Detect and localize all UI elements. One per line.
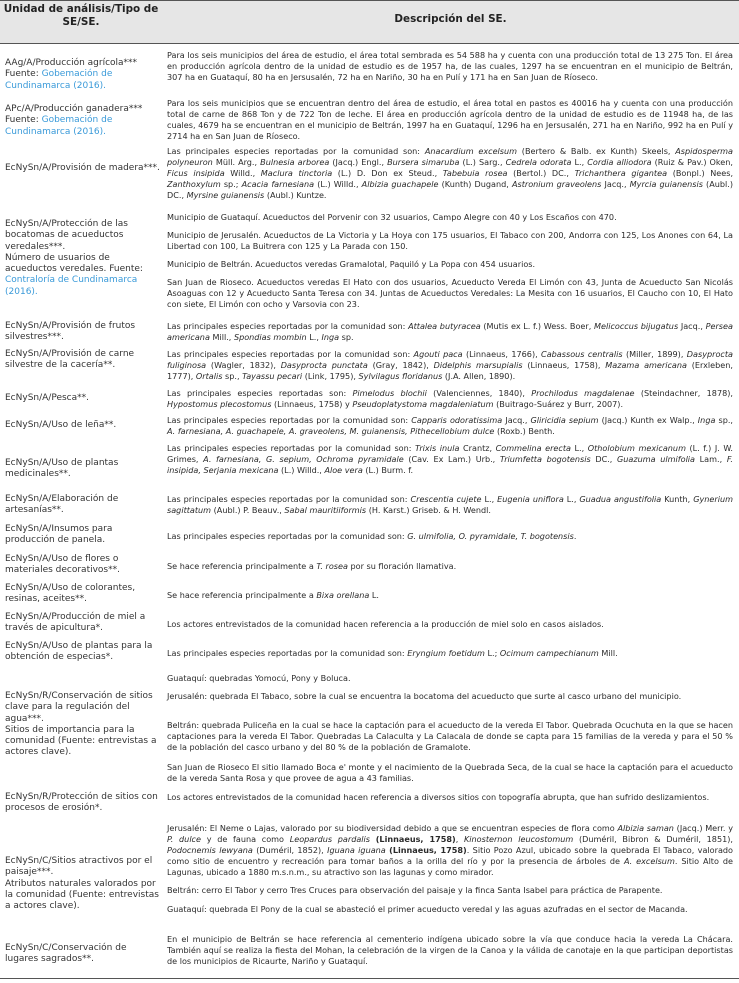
unit-extra: Número de usuarios de acueductos veredales. Fuente: <box>5 252 143 275</box>
desc-especias: Las principales especies reportadas por la comunidad son: Eryngium foetidum L.; Ocimum campechianum Mill. <box>167 648 618 658</box>
desc-agua-rioseco: San Juan de Rioseco El sitio llamado Boca e' monte y el nacimiento de la Quebrada Seca, de la cual se hace la captación para el acueducto de la vereda Santa Rosa y que provee de agua a 43 familias. <box>167 762 733 784</box>
desc-miel: Los actores entrevistados de la comunidad hacen referencia a la producción de miel solo en casos aislados. <box>167 619 604 629</box>
desc-lena: Las principales especies reportadas por la comunidad son: Capparis odoratissima Jacq., Gliricidia sepium (Jacq.) Kunth ex Walp., Inga sp., A. farnesiana, A. guachapele, A. graveolens, M. guianensis, Pithecellobium dulce (Roxb.) Benth. <box>167 415 733 437</box>
desc-flores: Se hace referencia principalmente a T. rosea por su floración llamativa. <box>167 561 457 571</box>
desc-paisaje-beltran: Beltrán: cerro El Tabor y cerro Tres Cruces para observación del paisaje y la finca Santa Isabel para práctica de Parapente. <box>167 885 663 895</box>
row-unit-ganadera <box>5 104 160 138</box>
row-unit-pesca: EcNySn/A/Pesca**. <box>5 393 89 403</box>
row-unit-miel: EcNySn/A/Producción de miel a través de apicultura*. <box>5 612 146 634</box>
desc-panela: Las principales especies reportadas por la comunidad son: G. ulmifolia, O. pyramidale, T. bogotensis. <box>167 531 577 541</box>
unit-label: AAg/A/Producción agrícola*** <box>5 58 138 68</box>
source-link[interactable]: Gobemación de Cundinamarca (2016). <box>5 69 113 91</box>
row-unit-paisaje <box>5 856 160 912</box>
unit-label: APc/A/Producción ganadera*** <box>5 104 143 114</box>
source-label: Fuente: <box>5 69 42 80</box>
desc-acueducto-guataqui: Municipio de Guataquí. Acueductos del Porvenir con 32 usuarios, Campo Alegre con 40 y Los Escaños con 470. <box>167 212 617 222</box>
unit-label: EcNySn/R/Conservación de sitios clave para la regulación del agua***. <box>5 691 153 724</box>
desc-agua-jerusalen: Jerusalén: quebrada El Tabaco, sobre la cual se encuentra la bocatoma del acueducto que surte al casco urbano del municipio. <box>167 691 682 701</box>
row-unit-agricola <box>5 58 160 92</box>
source-link[interactable]: Contraloría de Cundinamarca (2016). <box>5 275 138 297</box>
source-label: Fuente: <box>5 115 42 126</box>
row-unit-carne: EcNySn/A/Provisión de carne silvestre de la cacería**. <box>5 349 135 371</box>
row-unit-frutos: EcNySn/A/Provisión de frutos silvestres***. <box>5 321 136 343</box>
row-unit-agua <box>5 691 160 759</box>
row-unit-especias: EcNySn/A/Uso de plantas para la obtención de especias*. <box>5 641 153 663</box>
row-unit-flores: EcNySn/A/Uso de flores o materiales decorativos**. <box>5 554 120 576</box>
desc-acueducto-jerusalen: Municipio de Jerusalén. Acueductos de La Victoria y La Hoya con 175 usuarios, El Tabaco con 200, Andorra con 125, Los Anones con 64, La Libertad con 100, La Buitrera con 125 y La Parada con 150. <box>167 230 733 252</box>
desc-acueducto-beltran: Municipio de Beltrán. Acueductos veredas Gramalotal, Paquiló y La Popa con 454 usuarios. <box>167 259 536 269</box>
row-unit-panela: EcNySn/A/Insumos para producción de panela. <box>5 524 113 546</box>
row-unit-medicinales: EcNySn/A/Uso de plantas medicinales**. <box>5 458 119 480</box>
desc-paisaje-guataqui: Guataquí: quebrada El Pony de la cual se abasteció el primer acueducto veredal y las aguas azufradas en el sector de Macanda. <box>167 904 688 914</box>
source-link[interactable]: Gobemación de Cundinamarca (2016). <box>5 115 113 137</box>
row-unit-acueductos <box>5 219 160 298</box>
unit-extra: Atributos naturales valorados por la comunidad (Fuente: entrevistas a actores clave). <box>5 878 159 912</box>
header-unit: Unidad de análisis/Tipo de SE/SE. <box>3 3 159 28</box>
desc-medicinales: Las principales especies reportadas por la comunidad son: Trixis inula Crantz, Commelina erecta L., Otholobium mexicanum (L. f.) J. W. Grimes, A. farnesiana, G. sepium, Ochroma pyramidale (Cav. Ex Lam.) Urb., Triumfetta bogotensis DC., Guazuma ulmifolia Lam., F. insipida, Serjania mexicana (L.) Willd., Aloe vera (L.) Burm. f. <box>167 443 733 476</box>
desc-acueducto-rioseco: San Juan de Rioseco. Acueductos veredas El Hato con dos usuarios, Acueducto Vereda El Limón con 43, Junta de Acueducto San Nicolás Asoaguas con 12 y Acueducto Santa Teresa con 34. Juntas de Acueductos Veredales: La Mesita con 16 usuarios, El Caucho con 10, El Hato con siete, El Limón con ocho y Varsovia con 23. <box>167 277 733 310</box>
desc-pesca: Las principales especies reportadas son: Pimelodus blochii (Valenciennes, 1840), Prochilodus magdalenae (Steindachner, 1878), Hypostomus plecostomus (Linnaeus, 1758) y Pseudoplatystoma magdaleniatum (Buitrago-Suárez y Burr, 2007). <box>167 388 733 410</box>
desc-erosion: Los actores entrevistados de la comunidad hacen referencia a diversos sitios con topografía abrupta, que han sufrido deslizamientos. <box>167 792 710 802</box>
row-unit-lena: EcNySn/A/Uso de leña**. <box>5 420 117 430</box>
unit-label: EcNySn/C/Sitios atractivos por el paisaje***. <box>5 856 153 878</box>
desc-agricola: Para los seis municipios del área de estudio, el área total sembrada es 54 588 ha y cuenta con una producción total de 13 275 Ton. El área en producción agrícola dentro de la unidad de estudio es de 1957 ha, de las cuales, 1297 ha se encuentran en el municipio de Beltrán, 307 ha en Guataquí, 80 ha en Jersusalén, 72 ha en Nariño, 30 ha en Pulí y 171 ha en San Juan de Ríoseco. <box>167 50 733 83</box>
desc-madera: Las principales especies reportadas por la comunidad son: Anacardium excelsum (Bertero & Balb. ex Kunth) Skeels, Aspidosperma polyneuron Müll. Arg., Bulnesia arborea (Jacq.) Engl., Bursera simaruba (L.) Sarg., Cedrela odorata L., Cordia alliodora (Ruiz & Pav.) Oken, Ficus insipida Willd., Maclura tinctoria (L.) D. Don ex Steud., Tabebuia rosea (Bertol.) DC., Trichanthera gigantea (Bonpl.) Nees, Zanthoxylum sp.; Acacia farnesiana (L.) Willd., Albizia guachapele (Kunth) Dugand, Astronium graveolens Jacq., Myrcia guianensis (Aubl.) DC., Myrsine guianensis (Aubl.) Kuntze. <box>167 146 734 201</box>
row-unit-colorantes: EcNySn/A/Uso de colorantes, resinas, aceites**. <box>5 583 136 605</box>
row-unit-erosion: EcNySn/R/Protección de sitios con procesos de erosión*. <box>5 792 158 814</box>
table-bottom-rule <box>0 978 739 979</box>
desc-carne: Las principales especies reportadas por la comunidad son: Agouti paca (Linnaeus, 1766), Cabassous centralis (Miller, 1899), Dasyprocta fuliginosa (Wagler, 1832), Dasyprocta punctata (Gray, 1842), Didelphis marsupialis (Linnaeus, 1758), Mazama americana (Erxleben, 1777), Ortalis sp., Tayassu pecari (Link, 1795), Sylvilagus floridanus (J.A. Allen, 1890). <box>167 349 733 382</box>
desc-frutos: Las principales especies reportadas por la comunidad son: Attalea butyracea (Mutis ex L. f.) Wess. Boer, Melicoccus bijugatus Jacq., Persea americana Mill., Spondias mombin L., Inga sp. <box>167 321 733 343</box>
desc-artesanias: Las principales especies reportadas por la comunidad son: Crescentia cujete L., Eugenia uniflora L., Guadua angustifolia Kunth, Gynerium sagittatum (Aubl.) P. Beauv., Sabal mauritiiformis (H. Karst.) Griseb. & H. Wendl. <box>167 494 733 516</box>
row-unit-artesanias: EcNySn/A/Elaboración de artesanías**. <box>5 494 119 516</box>
desc-agua-guataqui: Guataquí: quebradas Yomocú, Pony y Boluca. <box>167 673 351 683</box>
unit-extra: Sitios de importancia para la comunidad (Fuente: entrevistas a actores clave). <box>5 724 157 758</box>
unit-label: EcNySn/A/Protección de las bocatomas de acueductos veredales***. <box>5 219 128 252</box>
desc-sagrados: En el municipio de Beltrán se hace referencia al cementerio indígena ubicado sobre la vía que conduce hacia la vereda La Chácara. También aquí se realiza la fiesta del Mohan, la celebración de la virgen de la Canoa y la válida de canotaje en la que participan deportistas de los municipios de Ricaurte, Nariño y Guataquí. <box>167 934 733 967</box>
desc-colorantes: Se hace referencia principalmente a Bixa orellana L. <box>167 590 379 600</box>
desc-paisaje-jerusalen: Jerusalén: El Neme o Lajas, valorado por su biodiversidad debido a que se encuentran especies de flora como Albizia saman (Jacq.) Merr. y P. dulce y de fauna como Leopardus pardalis (Linnaeus, 1758), Kinosternon leucostomum (Duméril, Bibron & Duméril, 1851), Podocnemis lewyana (Duméril, 1852), Iguana iguana (Linnaeus, 1758). Sitio Pozo Azul, ubicado sobre la quebrada El Tabaco, valorado como sitio de encuentro y recreación para tomar baños a la orilla del río y por la presencia de árboles de A. excelsum. Sitio Alto de Lagunas, ubicado a 1880 m.s.n.m., su atractivo son las lagunas y como mirador. <box>167 823 733 878</box>
row-unit-sagrados: EcNySn/C/Conservación de lugares sagrados**. <box>5 943 127 965</box>
table-header <box>0 0 739 44</box>
row-unit-madera: EcNySn/A/Provisión de madera***. <box>5 163 160 173</box>
desc-agua-beltran: Beltrán: quebrada Puliceña en la cual se hace la captación para el acueducto de la vereda El Tabor. Quebrada Ocuchuta en la que se hacen captaciones para la vereda El Tabor. Quebradas La Calaculta y La Calacala de donde se capta para 15 familias de la vereda y para el 50 % de la población del casco urbano y del 80 % de la población de Gramalote. <box>167 720 733 753</box>
header-description: Descripción del SE. <box>394 13 507 25</box>
desc-ganadera: Para los seis municipios que se encuentran dentro del área de estudio, el área total en pastos es 40016 ha y cuenta con una producción total de carne de 868 Ton y de 722 Ton de leche. El área en producción agrícola dentro de la unidad de estudio es de 11948 ha, de las cuales, 4679 ha se encuentran en el municipio de Beltrán, 1997 ha en Guataquí, 1296 ha en Jersusalén, 271 ha en Nariño, 992 ha en Pulí y 2714 ha en San Juan de Ríoseco. <box>167 98 733 142</box>
